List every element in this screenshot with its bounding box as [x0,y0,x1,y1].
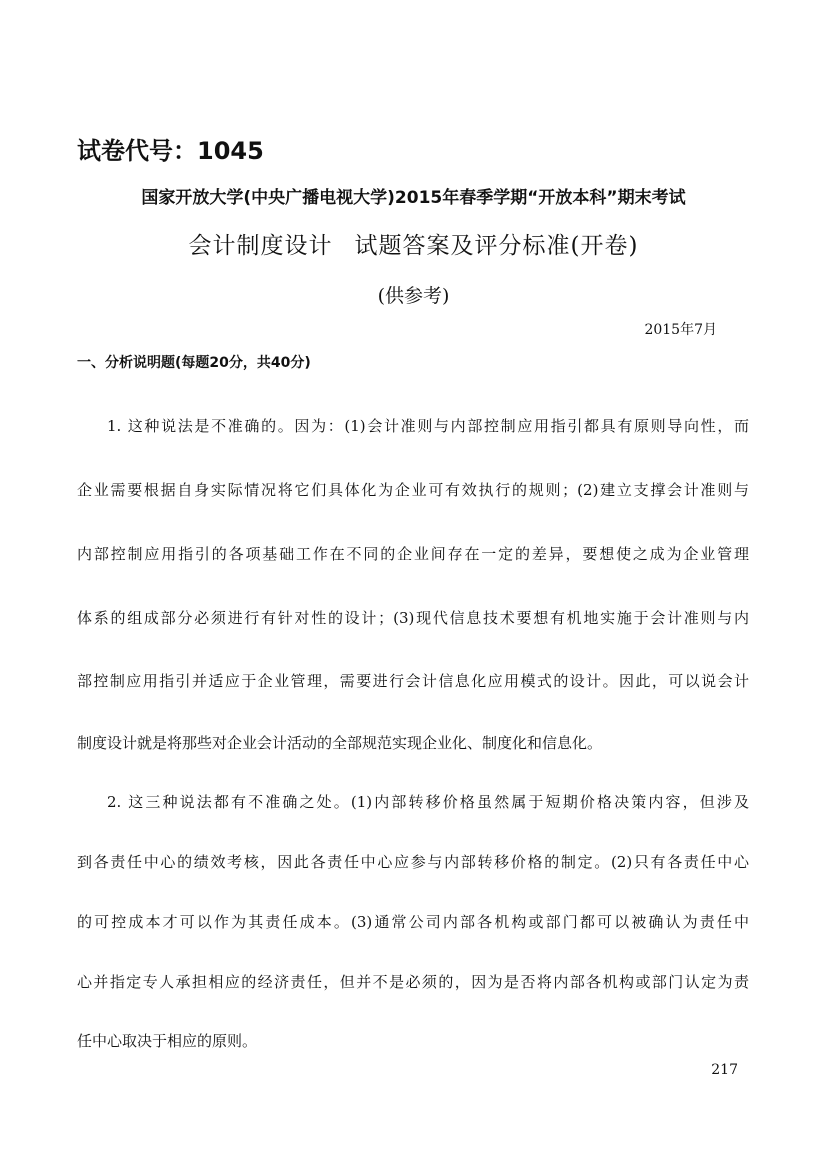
answer-1-line-5: 部控制应用指引并适应于企业管理，需要进行会计信息化应用模式的设计。因此，可以说会计 [77,672,749,690]
answer-1-line-3: 内部控制应用指引的各项基础工作在不同的企业间存在一定的差异，要想使之成为企业管理 [77,545,749,563]
answer-2-line-2: 到各责任中心的绩效考核，因此各责任中心应参与内部转移价格的制定。(2)只有各责任中心 [77,853,749,871]
exam-date: 2015年7月 [644,322,717,338]
paper-code: 试卷代号：1045 [77,137,264,165]
subject-title [0,231,827,261]
answer-1-line-1: 1. 这种说法是不准确的。因为：(1)会计准则与内部控制应用指引都具有原则导向性，而 [107,417,749,435]
answer-2-line-1: 2. 这三种说法都有不准确之处。(1)内部转移价格虽然属于短期价格决策内容，但涉及 [107,793,749,811]
answer-2-line-5: 任中心取决于相应的原则。 [77,1032,258,1050]
subject-subtitle: 试题答案及评分标准(开卷) [354,233,639,259]
answer-2-line-3: 的可控成本才可以作为其责任成本。(3)通常公司内部各机构或部门都可以被确认为责任中 [77,913,749,931]
exam-title: 国家开放大学(中央广播电视大学)2015年春季学期“开放本科”期末考试 [141,188,686,208]
section-heading: 一、分析说明题(每题20分，共40分) [77,355,311,371]
answer-1-line-4: 体系的组成部分必须进行有针对性的设计；(3)现代信息技术要想有机地实施于会计准则与内 [77,609,749,627]
reference-note: (供参考) [377,285,450,307]
page-number: 217 [711,1062,738,1078]
answer-1-line-6: 制度设计就是将那些对企业会计活动的全部规范实现企业化、制度化和信息化。 [77,734,603,752]
answer-1-line-2: 企业需要根据自身实际情况将它们具体化为企业可有效执行的规则；(2)建立支撑会计准则与 [77,481,749,499]
subject-name: 会计制度设计 [188,233,333,259]
answer-2-line-4: 心并指定专人承担相应的经济责任，但并不是必须的，因为是否将内部各机构或部门认定为责 [77,973,749,991]
